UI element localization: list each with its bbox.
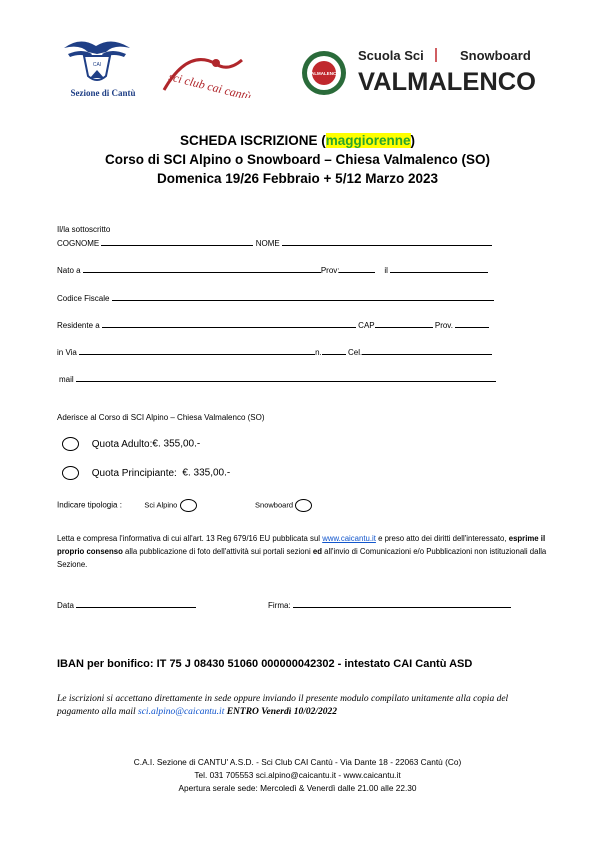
snowboard-radio[interactable] [295, 499, 312, 512]
residente-a-field[interactable] [102, 319, 356, 328]
tipologia-row: Indicare tipologia : Sci Alpino Snowboard [57, 499, 312, 512]
scuola-badge [300, 44, 540, 100]
cellulare-field[interactable] [362, 346, 492, 355]
mail-field[interactable] [76, 373, 496, 382]
footer-contacts: Tel. 031 705553 sci.alpino@caicantu.it - www.caicantu.it [194, 770, 401, 780]
sottoscritto-label: Il/la sottoscritto [57, 225, 111, 234]
cognome-nome-row: COGNOME NOME [57, 237, 492, 249]
note-mail-link[interactable]: sci.alpino@caicantu.it [138, 707, 225, 717]
scuola-line2: Snowboard [460, 48, 531, 63]
course-dates: Domenica 19/26 Febbraio + 5/12 Marzo 2023 [156, 171, 438, 186]
svg-text:CAI: CAI [92, 62, 102, 68]
maggiorenne-highlight: maggiorenne [325, 133, 411, 148]
sci-club-swoosh-icon [158, 46, 270, 98]
quota-principiante-radio[interactable] [62, 466, 79, 480]
sci-alpino-label: Sci Alpino [144, 500, 178, 510]
scuola-brand: VALMALENCO [358, 68, 536, 96]
cai-eagle-icon [62, 34, 132, 90]
course-title: Corso di SCI Alpino o Snowboard – Chiesa Valmalenco (SO) [104, 152, 491, 167]
prov-residenza-field[interactable] [455, 319, 489, 328]
quota-adulto-radio[interactable] [62, 437, 79, 451]
deadline-text: ENTRO Venerdì 10/02/2022 [226, 707, 338, 717]
footer-opening-hours: Apertura serale sede: Mercoledì & Venerdì dalle 21.00 alle 22.30 [178, 783, 417, 793]
residente-row: Residente a CAP Prov. [57, 319, 489, 331]
badge-text: VALMALENCO [308, 71, 340, 76]
firma-row: Firma: [268, 599, 511, 611]
quota-principiante-option[interactable]: Quota Principiante: €. 335,00.- [62, 466, 230, 480]
firma-field[interactable] [293, 599, 511, 608]
snowboard-label: Snowboard [255, 500, 293, 510]
data-row: Data [57, 599, 196, 611]
prov-nascita-field[interactable] [339, 264, 375, 273]
sci-alpino-radio[interactable] [180, 499, 197, 512]
codice-fiscale-field[interactable] [112, 292, 494, 301]
sci-club-text: sci club cai cantù [167, 69, 253, 98]
mail-row: mail [59, 373, 496, 385]
via-row: in Via n. Cel. [57, 346, 492, 358]
codice-fiscale-row: Codice Fiscale [57, 292, 494, 304]
data-field[interactable] [76, 599, 196, 608]
cognome-field[interactable] [101, 237, 253, 246]
iban-text: IBAN per bonifico: IT 75 J 08430 51060 000000042302 - intestato CAI Cantù ASD [57, 658, 473, 670]
caicantu-link[interactable]: www.caicantu.it [322, 534, 376, 543]
iscrizioni-note: Le iscrizioni si accettano direttamente in sede oppure inviando il presente modulo compilato unitamente alla copia del pagamento alla mail sci.alpino@caicantu.it ENTRO Venerdì 10/02/2022 [57, 694, 509, 717]
sci-club-logo [158, 46, 270, 98]
quota-adulto-option[interactable]: Quota Adulto:€. 355,00.- [62, 437, 200, 451]
scuola-sci-logo [300, 44, 540, 100]
nato-a-field[interactable] [83, 264, 321, 273]
scuola-line1: Scuola Sci [358, 48, 424, 63]
footer-address: C.A.I. Sezione di CANTU' A.S.D. - Sci Club CAI Cantù - Via Dante 18 - 22063 Cantù (Co) [133, 757, 462, 767]
data-nascita-field[interactable] [390, 264, 488, 273]
cai-caption: Sezione di Cantù [70, 88, 136, 98]
form-title: SCHEDA ISCRIZIONE (maggiorenne) [179, 133, 416, 148]
civico-field[interactable] [322, 346, 346, 355]
via-field[interactable] [79, 346, 315, 355]
privacy-consent-text: Letta e compresa l'informativa di cui all'art. 13 Reg 679/16 EU pubblicata sul www.caicantu.it e preso atto dei diritti dell'interessato, esprime il proprio consenso alla pubblicazione di foto dell'attività sui portali sezioni ed all'invio di Comunicazioni e/o Pubblicazioni non istituzionali dalla Sezione. [57, 534, 547, 569]
nato-row: Nato a Prov: il [57, 264, 488, 276]
aderisce-label: Aderisce al Corso di SCI Alpino – Chiesa Valmalenco (SO) [57, 413, 265, 422]
cap-field[interactable] [375, 319, 433, 328]
nome-field[interactable] [282, 237, 492, 246]
